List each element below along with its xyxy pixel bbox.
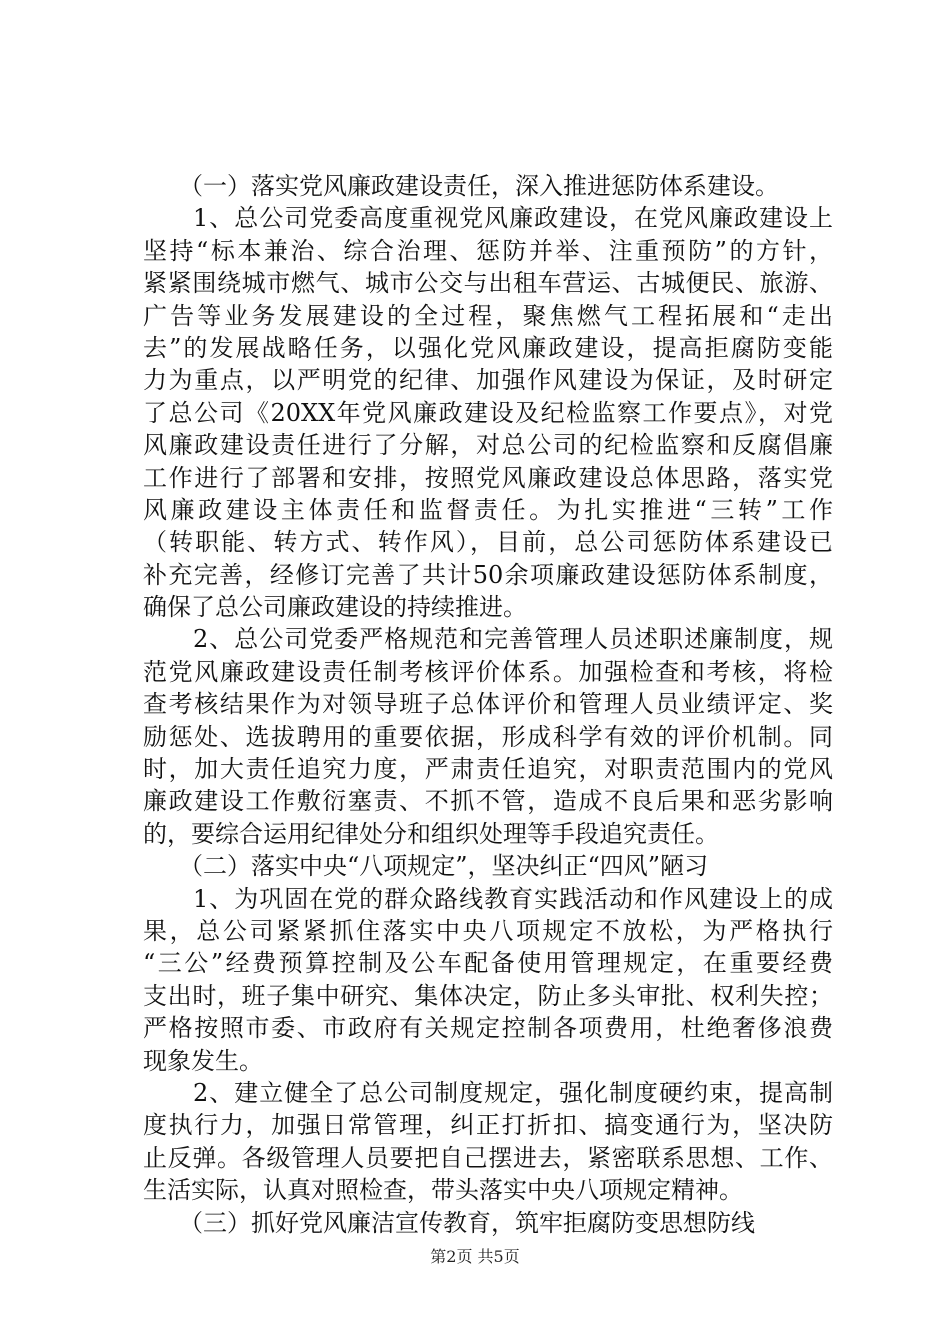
text-line: 确保了总公司廉政建设的持续推进。	[143, 593, 527, 622]
text-line: 支出时，班子集中研究、集体决定，防止多头审批、权利失控；	[143, 981, 833, 1010]
text-line: 2、建立健全了总公司制度规定，强化制度硬约束，提高制	[143, 1078, 833, 1107]
text-line: 查考核结果作为对领导班子总体评价和管理人员业绩评定、奖	[143, 690, 833, 719]
text-line: 补充完善，经修订完善了共计50余项廉政建设惩防体系制度，	[143, 560, 833, 589]
text-line: 广告等业务发展建设的全过程，聚焦燃气工程拓展和“走出	[143, 301, 833, 330]
text-line: 时，加大责任追究力度，严肃责任追究，对职责范围内的党风	[143, 755, 833, 784]
text-line: 坚持“标本兼治、综合治理、惩防并举、注重预防”的方针，	[143, 236, 833, 265]
text-line: （一）落实党风廉政建设责任，深入推进惩防体系建设。	[143, 172, 779, 200]
text-line: 力为重点，以严明党的纪律、加强作风建设为保证，及时研定	[143, 366, 833, 395]
text-line: 现象发生。	[143, 1046, 263, 1075]
text-line: 励惩处、选拔聘用的重要依据，形成科学有效的评价机制。同	[143, 722, 833, 751]
text-line: （三）抓好党风廉洁宣传教育，筑牢拒腐防变思想防线	[143, 1208, 755, 1237]
text-line: 生活实际，认真对照检查，带头落实中央八项规定精神。	[143, 1176, 743, 1205]
text-line: 风廉政建设主体责任和监督责任。为扎实推进“三转”工作	[143, 495, 833, 524]
text-line: （二）落实中央“八项规定”，坚决纠正“四风”陋习	[143, 852, 709, 881]
text-line: 工作进行了部署和安排，按照党风廉政建设总体思路，落实党	[143, 463, 833, 492]
text-line: 的，要综合运用纪律处分和组织处理等手段追究责任。	[143, 819, 719, 848]
text-line: 范党风廉政建设责任制考核评价体系。加强检查和考核，将检	[143, 657, 833, 686]
text-line: 去”的发展战略任务，以强化党风廉政建设，提高拒腐防变能	[143, 333, 833, 362]
text-line: 果，总公司紧紧抓住落实中央八项规定不放松，为严格执行	[143, 916, 833, 945]
text-line: 2、总公司党委严格规范和完善管理人员述职述廉制度，规	[143, 625, 833, 654]
text-line: 风廉政建设责任进行了分解，对总公司的纪检监察和反腐倡廉	[143, 431, 833, 460]
text-line: 严格按照市委、市政府有关规定控制各项费用，杜绝奢侈浪费	[143, 1014, 833, 1043]
text-line: “三公”经费预算控制及公车配备使用管理规定，在重要经费	[143, 949, 833, 978]
text-line: 紧紧围绕城市燃气、城市公交与出租车营运、古城便民、旅游、	[143, 269, 833, 298]
text-line: 止反弹。各级管理人员要把自己摆进去，紧密联系思想、工作、	[143, 1143, 833, 1172]
text-line: 度执行力，加强日常管理，纠正打折扣、搞变通行为，坚决防	[143, 1111, 833, 1140]
text-line: 廉政建设工作敷衍塞责、不抓不管，造成不良后果和恶劣影响	[143, 787, 833, 816]
text-line: （转职能、转方式、转作风），目前，总公司惩防体系建设已	[143, 528, 833, 557]
text-line: 1、为巩固在党的群众路线教育实践活动和作风建设上的成	[143, 884, 833, 913]
text-line: 了总公司《20XX年党风廉政建设及纪检监察工作要点》，对党	[143, 398, 833, 427]
page-number: 第2页 共5页	[430, 1247, 520, 1266]
document-body	[143, 170, 833, 1239]
text-line: 1、总公司党委高度重视党风廉政建设，在党风廉政建设上	[143, 204, 833, 233]
